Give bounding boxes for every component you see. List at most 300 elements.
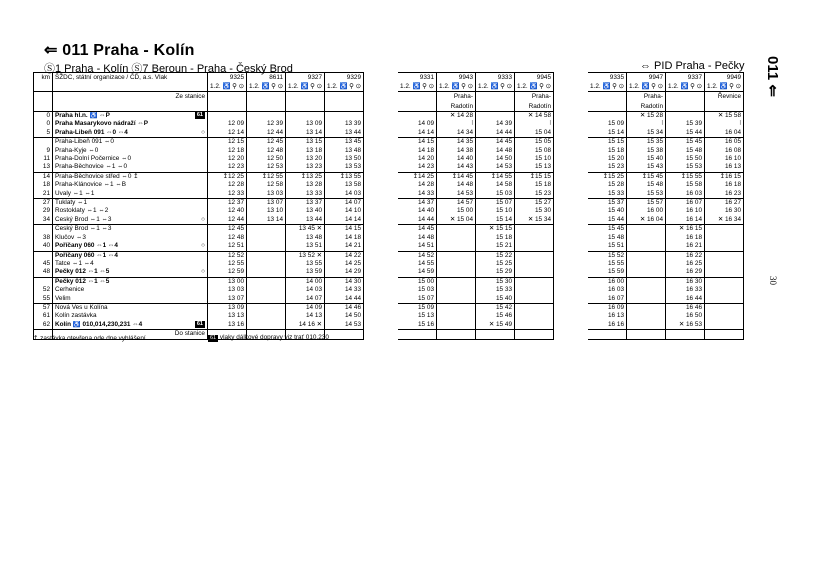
time-cell: Radotín xyxy=(515,102,554,112)
station-cell xyxy=(53,312,208,320)
station-name: ŠŽDC, státní organizace / ČD, a.s. Vlak xyxy=(55,74,168,81)
column-gap xyxy=(364,303,399,312)
station-cell xyxy=(53,260,208,268)
time-cell xyxy=(437,242,476,251)
time-cell: 12 37 xyxy=(208,199,247,208)
column-gap xyxy=(554,190,589,199)
time-cell: 15 18 xyxy=(515,181,554,189)
time-cell: 14 33 xyxy=(325,286,364,294)
station-name: Pečky 012 ⇔1 ⇔5 xyxy=(55,277,110,285)
time-cell: 13 13 xyxy=(208,312,247,320)
time-cell: ✕ 15 34 xyxy=(515,216,554,225)
column-gap xyxy=(554,251,589,260)
time-cell: 15 14 xyxy=(588,129,627,138)
time-cell: 15 04 xyxy=(515,129,554,138)
time-cell xyxy=(515,251,554,260)
time-cell: 13 39 xyxy=(325,120,364,128)
time-cell: 13 50 xyxy=(325,155,364,163)
time-cell: 12 28 xyxy=(208,181,247,189)
station-name: Český Brod ⇔1 ⇔3 xyxy=(55,225,112,233)
time-cell: ✕ 15 58 xyxy=(705,112,744,121)
station-row xyxy=(34,303,744,312)
time-cell: 15 13 xyxy=(398,312,437,320)
train-class-row xyxy=(34,82,744,92)
time-cell xyxy=(247,234,286,242)
time-cell: 15 52 xyxy=(588,251,627,260)
time-cell: 14 44 xyxy=(325,295,364,304)
time-cell: 1.2. ♿ ⚲ ⊙ xyxy=(627,82,666,92)
time-cell: 15 09 xyxy=(588,120,627,128)
station-cell xyxy=(53,199,208,208)
time-cell: 12 33 xyxy=(208,190,247,199)
time-cell: 14 58 xyxy=(476,181,515,189)
side-line-code: 011 ⇐ xyxy=(764,56,781,97)
station-row xyxy=(34,190,744,199)
station-cell xyxy=(53,181,208,189)
time-cell: 13 23 xyxy=(286,163,325,172)
station-row xyxy=(34,155,744,163)
time-cell xyxy=(705,234,744,242)
time-cell: 14 53 xyxy=(476,163,515,172)
time-cell: 15 20 xyxy=(588,155,627,163)
time-cell xyxy=(437,251,476,260)
time-cell: 9329 xyxy=(325,73,364,83)
time-cell: 1.2. ♿ ⚲ ⊙ xyxy=(476,82,515,92)
time-cell xyxy=(247,92,286,103)
time-cell: ✕ 15 15 xyxy=(476,225,515,234)
timetable-title: ⇐ 011 Praha - Kolín xyxy=(44,42,195,59)
time-cell: 13 33 xyxy=(286,190,325,199)
time-cell xyxy=(666,330,705,339)
time-cell xyxy=(627,251,666,260)
station-name: Praha-Klánovice ⇔1 ⇔B xyxy=(55,181,127,189)
time-cell: ↥13 25 xyxy=(286,172,325,181)
time-cell: 15 03 xyxy=(476,190,515,199)
km-cell: 52 xyxy=(34,286,53,294)
time-cell: 13 58 xyxy=(325,181,364,189)
time-cell: 13 14 xyxy=(247,216,286,225)
time-cell: 16 08 xyxy=(705,147,744,155)
time-cell: 1.2. ♿ ⚲ ⊙ xyxy=(208,82,247,92)
time-cell: 13 45 ✕ xyxy=(286,225,325,234)
time-cell: 14 34 xyxy=(437,129,476,138)
column-gap xyxy=(554,172,589,181)
time-cell: 14 28 xyxy=(398,181,437,189)
time-cell: ✕ 14 58 xyxy=(515,112,554,121)
time-cell: 16 09 xyxy=(588,303,627,312)
time-cell: 15 23 xyxy=(515,190,554,199)
time-cell: ↥15 55 xyxy=(666,172,705,181)
column-gap xyxy=(554,268,589,277)
km-cell xyxy=(34,82,53,92)
column-gap xyxy=(364,147,399,155)
time-cell xyxy=(515,277,554,286)
time-cell: 12 55 xyxy=(208,260,247,268)
km-cell: 40 xyxy=(34,242,53,251)
time-cell xyxy=(627,330,666,339)
legend-long-distance-text: vlaky dálkové dopravy viz trať 010,230 xyxy=(219,334,329,341)
station-row xyxy=(34,163,744,172)
time-cell xyxy=(476,330,515,339)
column-gap xyxy=(364,163,399,172)
legend-long-distance xyxy=(208,334,329,342)
long-distance-badge-icon: 61 xyxy=(196,112,203,118)
time-cell: Radotín xyxy=(437,102,476,112)
time-cell: 14 13 xyxy=(286,312,325,320)
time-cell: 14 40 xyxy=(437,155,476,163)
time-cell xyxy=(666,102,705,112)
time-cell xyxy=(208,112,247,121)
time-cell: 14 22 xyxy=(325,251,364,260)
time-cell: 14 55 xyxy=(398,260,437,268)
time-cell: 14 53 xyxy=(325,321,364,330)
column-gap xyxy=(364,207,399,215)
time-cell: 14 33 xyxy=(398,190,437,199)
time-cell: 13 51 xyxy=(286,242,325,251)
column-gap xyxy=(364,295,399,304)
time-cell: ↥15 15 xyxy=(515,172,554,181)
transfer-mark-icon: ○ xyxy=(201,215,205,223)
time-cell: 14 30 xyxy=(325,277,364,286)
time-cell: 13 09 xyxy=(286,120,325,128)
km-cell xyxy=(34,225,53,234)
time-cell: 13 07 xyxy=(247,199,286,208)
time-cell: 13 00 xyxy=(208,277,247,286)
station-cell xyxy=(53,251,208,260)
column-gap xyxy=(364,268,399,277)
time-cell xyxy=(437,330,476,339)
station-cell xyxy=(53,129,208,138)
time-cell xyxy=(325,112,364,121)
time-cell: 15 29 xyxy=(476,268,515,277)
column-gap xyxy=(364,199,399,208)
time-cell: 16 18 xyxy=(705,181,744,189)
time-cell: 15 33 xyxy=(476,286,515,294)
time-cell xyxy=(208,102,247,112)
time-cell: 1.2. ♿ ⚲ ⊙ xyxy=(705,82,744,92)
km-cell xyxy=(34,92,53,103)
km-cell: 38 xyxy=(34,234,53,242)
time-cell: 15 18 xyxy=(588,147,627,155)
page-number: 30 xyxy=(768,276,778,285)
time-cell xyxy=(247,112,286,121)
station-cell xyxy=(53,277,208,286)
time-cell xyxy=(627,312,666,320)
station-cell xyxy=(53,102,208,112)
km-cell: 27 xyxy=(34,199,53,208)
time-cell xyxy=(515,268,554,277)
station-name: Velim xyxy=(55,294,71,302)
time-cell: 14 14 xyxy=(325,216,364,225)
column-gap xyxy=(364,138,399,147)
column-gap xyxy=(554,207,589,215)
column-gap xyxy=(554,147,589,155)
station-row xyxy=(34,181,744,189)
time-cell xyxy=(588,92,627,103)
time-cell xyxy=(515,234,554,242)
time-cell: ↥15 45 xyxy=(627,172,666,181)
time-cell xyxy=(627,295,666,304)
time-cell: 1.2. ♿ ⚲ ⊙ xyxy=(325,82,364,92)
station-cell xyxy=(53,163,208,172)
time-cell: 16 25 xyxy=(666,260,705,268)
time-cell: 13 09 xyxy=(208,303,247,312)
time-cell: 16 29 xyxy=(666,268,705,277)
time-cell: 13 52 ✕ xyxy=(286,251,325,260)
time-cell: Praha- xyxy=(515,92,554,103)
time-cell: 12 44 xyxy=(247,129,286,138)
time-cell: 15 40 xyxy=(476,295,515,304)
time-cell: 15 09 xyxy=(398,303,437,312)
time-cell: 12 18 xyxy=(208,147,247,155)
time-cell: 13 59 xyxy=(286,268,325,277)
time-cell: 12 59 xyxy=(208,268,247,277)
time-cell xyxy=(398,112,437,121)
time-cell: 15 23 xyxy=(588,163,627,172)
time-cell: 14 59 xyxy=(398,268,437,277)
km-cell: 0 xyxy=(34,120,53,128)
time-cell: 16 33 xyxy=(666,286,705,294)
station-row xyxy=(34,120,744,128)
time-cell: 12 45 xyxy=(247,138,286,147)
station-cell xyxy=(53,73,208,83)
time-cell: 15 10 xyxy=(476,207,515,215)
time-cell: 14 03 xyxy=(325,190,364,199)
time-cell: 16 05 xyxy=(705,138,744,147)
time-cell: 15 22 xyxy=(476,251,515,260)
time-cell: 9325 xyxy=(208,73,247,83)
transfer-mark-icon: ○ xyxy=(201,128,205,136)
time-cell: 13 07 xyxy=(208,295,247,304)
column-gap xyxy=(364,312,399,320)
time-cell xyxy=(286,102,325,112)
time-cell: 15 55 xyxy=(588,260,627,268)
column-gap xyxy=(364,129,399,138)
time-cell: 16 13 xyxy=(705,163,744,172)
time-cell: 14 40 xyxy=(398,207,437,215)
station-cell xyxy=(53,190,208,199)
km-cell xyxy=(34,277,53,286)
time-cell xyxy=(247,225,286,234)
time-cell xyxy=(437,321,476,330)
time-cell xyxy=(705,312,744,320)
column-gap xyxy=(364,242,399,251)
legend-stop-note: ↥ zastávka otevřena ode dne vyhlášení xyxy=(33,335,146,342)
time-cell xyxy=(286,92,325,103)
time-cell: ✕ 16 34 xyxy=(705,216,744,225)
column-gap xyxy=(364,251,399,260)
km-cell: km xyxy=(34,73,53,83)
time-cell: 12 48 xyxy=(208,234,247,242)
time-cell: 16 50 xyxy=(666,312,705,320)
station-name: Kolín ♿ 010,014,230,231 ⇔4 xyxy=(55,320,143,328)
time-cell: 1.2. ♿ ⚲ ⊙ xyxy=(666,82,705,92)
station-cell xyxy=(53,242,208,251)
time-cell xyxy=(247,312,286,320)
time-cell: 13 48 xyxy=(325,147,364,155)
time-cell: 15 30 xyxy=(515,207,554,215)
column-gap xyxy=(364,330,399,339)
time-cell xyxy=(247,303,286,312)
station-row xyxy=(34,242,744,251)
column-gap xyxy=(554,277,589,286)
time-cell: 1.2. ♿ ⚲ ⊙ xyxy=(286,82,325,92)
column-gap xyxy=(554,216,589,225)
time-cell: 14 25 xyxy=(325,260,364,268)
time-cell: 9945 xyxy=(515,73,554,83)
time-cell: 9949 xyxy=(705,73,744,83)
time-cell: 9947 xyxy=(627,73,666,83)
station-cell xyxy=(53,216,208,225)
time-cell: 14 00 xyxy=(286,277,325,286)
time-cell: Řevnice xyxy=(705,92,744,103)
time-cell: 15 13 xyxy=(515,163,554,172)
time-cell: 12 15 xyxy=(208,138,247,147)
km-cell: 45 xyxy=(34,260,53,268)
column-gap xyxy=(554,225,589,234)
transfer-mark-icon: ○ xyxy=(201,242,205,250)
time-cell: 9333 xyxy=(476,73,515,83)
time-cell: 1.2. ♿ ⚲ ⊙ xyxy=(515,82,554,92)
km-cell: 57 xyxy=(34,303,53,312)
time-cell: 15 40 xyxy=(627,155,666,163)
column-gap xyxy=(554,155,589,163)
time-cell: 15 05 xyxy=(515,138,554,147)
time-cell xyxy=(247,277,286,286)
time-cell: 13 14 xyxy=(286,129,325,138)
station-row xyxy=(34,321,744,330)
time-cell: 16 10 xyxy=(705,155,744,163)
column-gap xyxy=(364,102,399,112)
time-cell: ↥14 45 xyxy=(437,172,476,181)
time-cell: 12 58 xyxy=(247,181,286,189)
station-name: Praha-Libeň 091 ⇔0 xyxy=(55,138,114,146)
km-cell: 29 xyxy=(34,207,53,215)
time-cell: 14 29 xyxy=(325,268,364,277)
time-cell: 15 44 xyxy=(588,216,627,225)
station-name: Praha hl.n. ♿ ⇔P xyxy=(55,112,110,119)
time-cell: ✕ 14 28 xyxy=(437,112,476,121)
time-cell: 16 07 xyxy=(588,295,627,304)
time-cell: 15 18 xyxy=(476,234,515,242)
time-cell: 14 48 xyxy=(437,181,476,189)
column-gap xyxy=(364,82,399,92)
station-name: Pečky 012 ⇔1 ⇔5 xyxy=(55,268,110,276)
time-cell: 13 37 xyxy=(286,199,325,208)
train-number-row xyxy=(34,73,744,83)
time-cell: 14 45 xyxy=(398,225,437,234)
column-gap xyxy=(364,190,399,199)
time-cell: 14 18 xyxy=(398,147,437,155)
time-cell: 13 16 xyxy=(208,321,247,330)
station-name: Rostoklaty ⇔1 ⇔2 xyxy=(55,207,109,215)
station-row xyxy=(34,234,744,242)
column-gap xyxy=(554,102,589,112)
time-cell xyxy=(247,268,286,277)
time-cell xyxy=(515,286,554,294)
time-cell: 12 52 xyxy=(208,251,247,260)
column-gap xyxy=(364,112,399,121)
column-gap xyxy=(554,242,589,251)
time-cell: 14 09 xyxy=(286,303,325,312)
column-gap xyxy=(364,73,399,83)
time-cell xyxy=(247,321,286,330)
time-cell xyxy=(588,112,627,121)
time-cell: 13 18 xyxy=(286,147,325,155)
time-cell xyxy=(325,102,364,112)
column-gap xyxy=(554,82,589,92)
column-gap xyxy=(554,312,589,320)
time-cell xyxy=(247,286,286,294)
time-cell xyxy=(705,260,744,268)
station-cell xyxy=(53,303,208,312)
time-cell: 13 15 xyxy=(286,138,325,147)
time-cell: 15 07 xyxy=(398,295,437,304)
time-cell: 15 30 xyxy=(476,277,515,286)
time-cell xyxy=(247,102,286,112)
time-cell: 9327 xyxy=(286,73,325,83)
time-cell: ✕ 15 04 xyxy=(437,216,476,225)
time-cell: 16 00 xyxy=(627,207,666,215)
column-gap xyxy=(554,138,589,147)
time-cell xyxy=(515,321,554,330)
column-gap xyxy=(554,295,589,304)
time-cell: 15 40 xyxy=(588,207,627,215)
station-name: Poříčany 060 ⇔1 ⇔4 xyxy=(55,242,118,250)
column-gap xyxy=(554,234,589,242)
time-cell: 14 38 xyxy=(437,147,476,155)
km-cell: 5 xyxy=(34,129,53,138)
time-cell: 15 00 xyxy=(398,277,437,286)
transfer-mark-icon: ○ xyxy=(201,268,205,276)
time-cell: 16 44 xyxy=(666,295,705,304)
time-cell: 16 30 xyxy=(705,207,744,215)
time-cell: 14 16 ✕ xyxy=(286,321,325,330)
time-cell xyxy=(247,242,286,251)
station-row xyxy=(34,268,744,277)
time-cell xyxy=(437,234,476,242)
time-cell: ⦚ xyxy=(437,120,476,128)
time-cell: ↥15 25 xyxy=(588,172,627,181)
time-cell: 14 14 xyxy=(398,129,437,138)
origin-row xyxy=(34,92,744,103)
time-cell xyxy=(705,286,744,294)
station-cell xyxy=(53,147,208,155)
station-row xyxy=(34,286,744,294)
time-cell xyxy=(398,330,437,339)
station-name: Praha Masarykovo nádraží ⇔P xyxy=(55,120,149,128)
km-cell xyxy=(34,102,53,112)
time-cell: 14 15 xyxy=(325,225,364,234)
column-gap xyxy=(364,260,399,268)
time-cell: 13 40 xyxy=(286,207,325,215)
time-cell xyxy=(515,312,554,320)
station-row xyxy=(34,129,744,138)
time-cell: 15 51 xyxy=(588,242,627,251)
time-cell: 1.2. ♿ ⚲ ⊙ xyxy=(437,82,476,92)
time-cell: ↥16 15 xyxy=(705,172,744,181)
time-cell: 15 45 xyxy=(588,225,627,234)
time-cell: 14 53 xyxy=(437,190,476,199)
time-cell xyxy=(247,251,286,260)
km-cell: 11 xyxy=(34,155,53,163)
time-cell xyxy=(286,112,325,121)
km-cell: 62 xyxy=(34,321,53,330)
station-row xyxy=(34,295,744,304)
time-cell xyxy=(325,330,364,339)
station-name: Praha-Kyje ⇔0 xyxy=(55,146,99,154)
time-cell xyxy=(705,102,744,112)
